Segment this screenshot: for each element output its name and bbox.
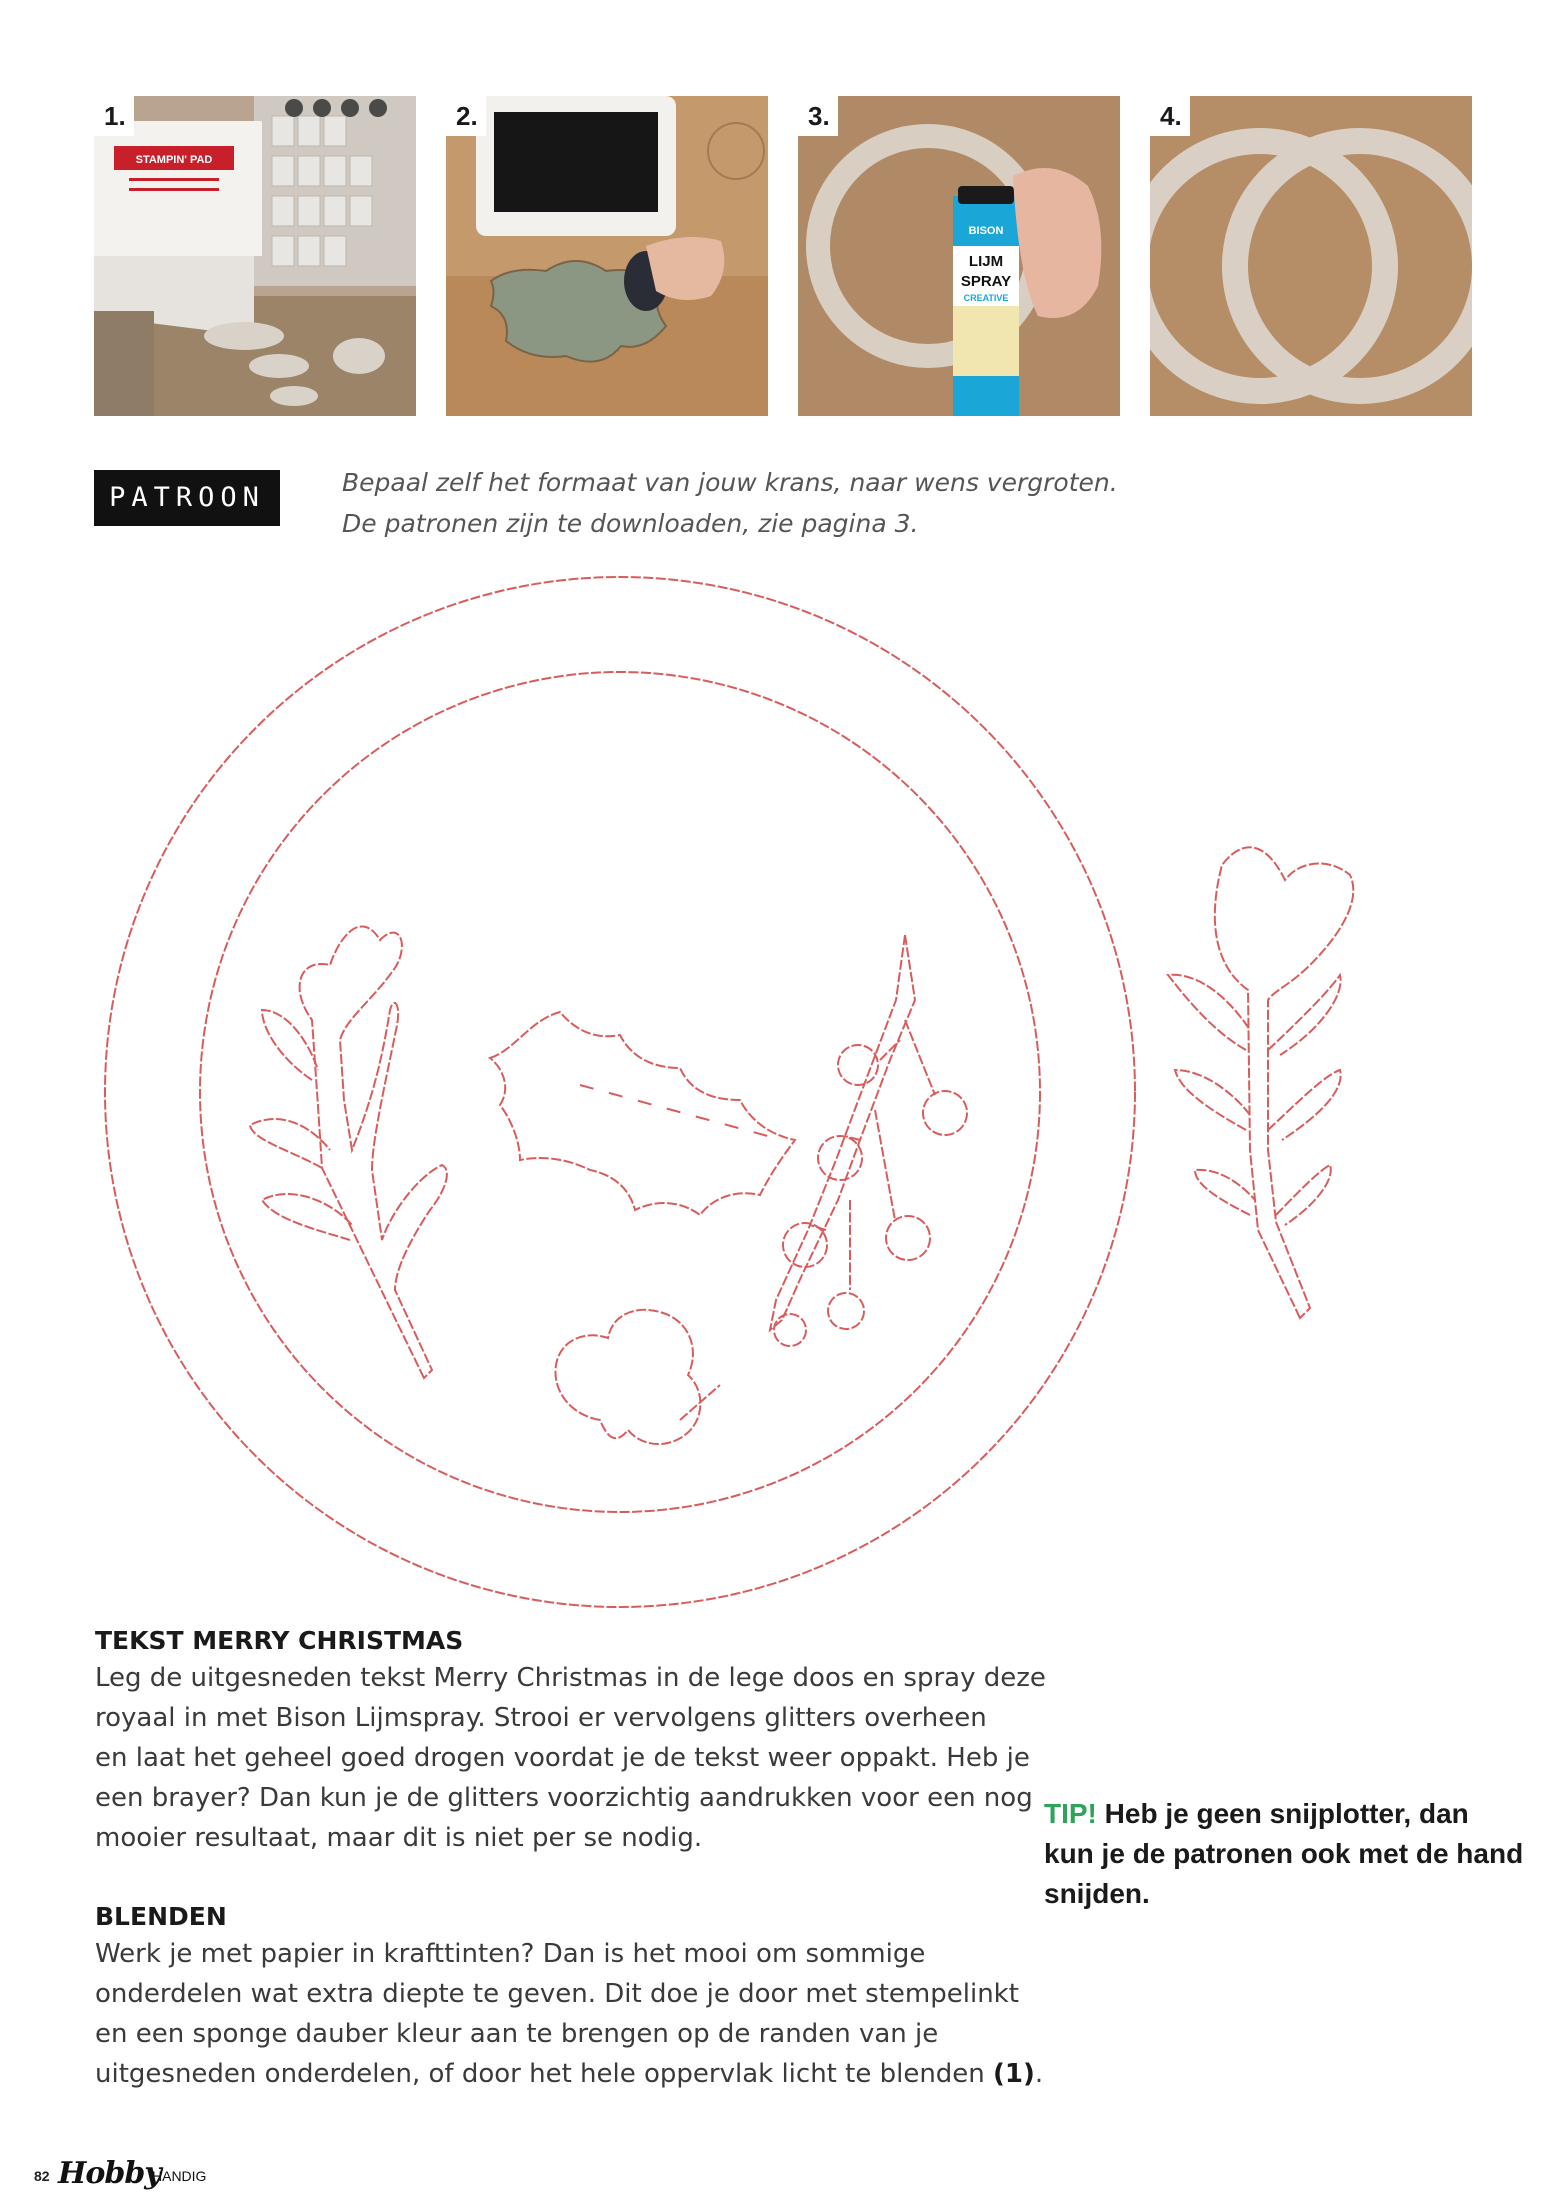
leaf-sprig-left bbox=[250, 926, 447, 1378]
step-number-3: 3. bbox=[798, 96, 838, 136]
tip-line-1-text: Heb je geen snijplotter, dan bbox=[1096, 1798, 1469, 1829]
merry-line-4: een brayer? Dan kun je de glitters voorzichtig aandrukken voor een nog bbox=[95, 1783, 1033, 1813]
berry-3 bbox=[818, 1136, 862, 1180]
sprig-right-leaf-4 bbox=[1268, 1070, 1341, 1140]
step-photo-3 bbox=[798, 96, 1120, 416]
sprig-right-leaf-6 bbox=[1276, 1165, 1331, 1225]
berry-4 bbox=[783, 1223, 827, 1267]
body-blenden bbox=[95, 1934, 1044, 2094]
body-merry-christmas bbox=[95, 1658, 1046, 1858]
blenden-line-1: Werk je met papier in krafttinten? Dan is het mooi om sommige bbox=[95, 1939, 926, 1969]
merry-line-1: Leg de uitgesneden tekst Merry Christmas in de lege doos en spray deze bbox=[95, 1663, 1046, 1693]
berry-outline bbox=[555, 1310, 700, 1444]
heading-blenden: BLENDEN bbox=[95, 1902, 227, 1931]
photo-reference: (1) bbox=[993, 2059, 1035, 2089]
blenden-line-3: en een sponge dauber kleur aan te brengen op de randen van je bbox=[95, 2019, 939, 2049]
step-photo-4 bbox=[1150, 96, 1472, 416]
berry-6 bbox=[828, 1293, 864, 1329]
branch-twig-4 bbox=[875, 1110, 895, 1220]
berry-5 bbox=[886, 1216, 930, 1260]
sprig-right-leaf-5 bbox=[1195, 1170, 1255, 1215]
pattern-note-line-2: De patronen zijn te downloaden, zie pagina 3. bbox=[342, 509, 919, 538]
tip-label: TIP! bbox=[1044, 1798, 1097, 1829]
branch-twig-2 bbox=[905, 1020, 935, 1095]
page-footer bbox=[34, 2156, 294, 2196]
sprig-leaf-1 bbox=[262, 1010, 318, 1080]
berry-7 bbox=[774, 1314, 806, 1346]
sprig-stem-heart bbox=[1215, 847, 1354, 1318]
merry-line-3: en laat het geheel goed drogen voordat je de tekst weer oppakt. Heb je bbox=[95, 1743, 1030, 1773]
branch-twig-5 bbox=[810, 1225, 826, 1230]
svg-text:CREATIVE: CREATIVE bbox=[963, 293, 1009, 303]
svg-text:LIJM: LIJM bbox=[968, 253, 1004, 270]
svg-text:SPRAY: SPRAY bbox=[960, 273, 1012, 290]
pattern-note bbox=[342, 462, 1242, 544]
blenden-line-4 bbox=[95, 2054, 1044, 2094]
sprig-right-leaf-1 bbox=[1168, 975, 1250, 1050]
berry-branch bbox=[770, 935, 967, 1346]
ink-pad-photo bbox=[94, 96, 416, 416]
blenden-line-2: onderdelen wat extra diepte te geven. Dit doe je door met stempelinkt bbox=[95, 1979, 1019, 2009]
tip-line-1 bbox=[1044, 1794, 1484, 1834]
tip-line-2: kun je de patronen ook met de hand bbox=[1044, 1838, 1524, 1869]
step-photo-1 bbox=[94, 96, 416, 416]
sprig-right-leaf-3 bbox=[1175, 1070, 1250, 1130]
berry-stem bbox=[680, 1385, 720, 1420]
heading-merry-christmas: TEKST MERRY CHRISTMAS bbox=[95, 1626, 464, 1655]
step-number-1: 1. bbox=[94, 96, 134, 136]
step-number-2: 2. bbox=[446, 96, 486, 136]
sprig-stem-outline bbox=[300, 926, 447, 1378]
svg-text:STAMPIN' PAD: STAMPIN' PAD bbox=[135, 154, 213, 166]
blenden-line-4-text: uitgesneden onderdelen, of door het hele oppervlak licht te blenden bbox=[95, 2059, 994, 2089]
magazine-logo: Hobby bbox=[58, 2156, 161, 2191]
berry-2 bbox=[923, 1091, 967, 1135]
patroon-badge: PATROON bbox=[94, 470, 280, 526]
magazine-logo-sub: HANDIG bbox=[152, 2168, 207, 2184]
blenden-line-4-end: . bbox=[1034, 2059, 1044, 2089]
branch-twig-1 bbox=[880, 1040, 900, 1060]
wreath-inner-ring bbox=[200, 672, 1040, 1512]
page-number: 82 bbox=[34, 2168, 50, 2184]
sprig-leaf-2 bbox=[250, 1119, 330, 1168]
glue-spray-photo bbox=[798, 96, 1120, 416]
holly-leaf bbox=[490, 1012, 795, 1215]
cut-rings-photo bbox=[1150, 96, 1472, 416]
tip-line-3: snijden. bbox=[1044, 1878, 1150, 1909]
step-number-4: 4. bbox=[1150, 96, 1190, 136]
merry-line-5: mooier resultaat, maar dit is niet per se nodig. bbox=[95, 1823, 703, 1853]
leaf-sprig-right bbox=[1168, 847, 1353, 1318]
tip-box bbox=[1044, 1794, 1524, 1914]
holly-fold-line bbox=[580, 1085, 775, 1138]
pattern-note-line-1: Bepaal zelf het formaat van jouw krans, naar wens vergroten. bbox=[342, 468, 1118, 497]
berry-cluster bbox=[555, 1310, 720, 1444]
ink-blending-photo bbox=[446, 96, 768, 416]
merry-line-2: royaal in met Bison Lijmspray. Strooi er vervolgens glitters overheen bbox=[95, 1703, 987, 1733]
sprig-right-leaf-2 bbox=[1268, 975, 1341, 1055]
step-photo-2 bbox=[446, 96, 768, 416]
wreath-pattern bbox=[0, 560, 1559, 1620]
svg-text:BISON: BISON bbox=[968, 225, 1004, 237]
wreath-outer-ring bbox=[105, 577, 1135, 1607]
step-photos bbox=[94, 96, 1474, 416]
branch-stem bbox=[770, 935, 915, 1330]
